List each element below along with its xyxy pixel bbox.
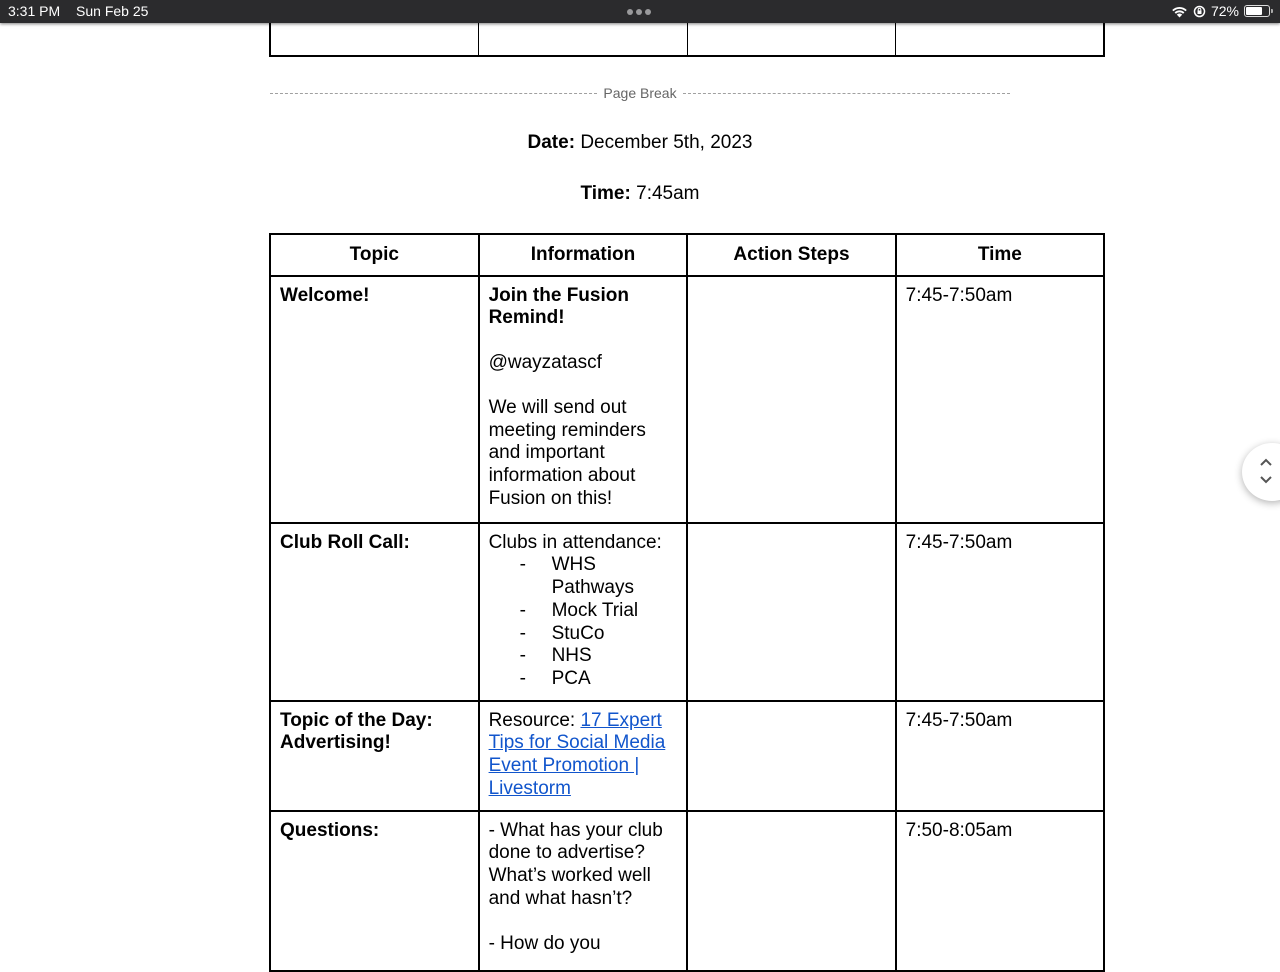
list-item: - StuCo [520,623,679,646]
remind-title: Join the Fusion Remind! [488,284,629,329]
header-action-steps: Action Steps [687,234,895,276]
information-cell[interactable] [479,701,688,811]
time-cell[interactable]: 7:45-7:50am [896,523,1104,701]
battery-percent: 72% [1210,3,1239,19]
meeting-time [270,183,1010,205]
information-cell[interactable] [479,811,688,971]
header-topic: Topic [270,234,479,276]
table-row [270,523,1104,701]
topic-cell[interactable]: Club Roll Call: [270,523,479,701]
topic-line: Advertising! [280,732,391,754]
date-value: December 5th, 2023 [580,132,753,153]
list-item: - PCA [520,668,679,691]
date-label: Date: [527,132,576,153]
page-scroll-button[interactable] [1242,443,1280,501]
table-row [270,276,1104,523]
question-text: - What has your club done to advertise? What’s worked well and what hasn’t? [488,819,663,909]
time-label: Time: [580,183,631,204]
action-steps-cell[interactable] [687,811,895,971]
meeting-date [270,132,1010,154]
remind-description: We will send out meeting reminders and important information about Fusion on this! [488,396,646,509]
action-steps-cell[interactable] [687,701,895,811]
topic-cell[interactable]: Questions: [270,811,479,971]
remind-handle: @wayzatascf [488,352,602,374]
status-date: Sun Feb 25 [76,3,149,19]
time-cell[interactable]: 7:50-8:05am [896,811,1104,971]
time-value: 7:45am [636,183,700,204]
information-cell[interactable] [479,523,688,701]
list-item: - Mock Trial [520,600,679,623]
resource-link[interactable]: 17 Expert Tips for Social Media Event Promotion | Livestorm [488,709,666,799]
time-cell[interactable]: 7:45-7:50am [896,276,1104,523]
topic-cell[interactable]: Welcome! [270,276,479,523]
table-row [270,701,1104,811]
wifi-icon [1171,5,1188,18]
page-break-label: Page Break [603,85,677,101]
time-cell[interactable]: 7:45-7:50am [896,701,1104,811]
clubs-list [489,554,679,690]
battery-icon [1244,5,1270,17]
action-steps-cell[interactable] [687,523,895,701]
orientation-lock-icon [1193,5,1206,18]
agenda-table [269,233,1105,972]
list-item: - WHS Pathways [520,554,679,599]
topic-cell[interactable] [270,701,479,811]
table-header-row [270,234,1104,276]
information-cell[interactable] [479,276,688,523]
list-item: - NHS [520,645,679,668]
multitasking-dots-icon[interactable] [627,9,651,15]
header-time: Time [896,234,1104,276]
status-bar [0,0,1280,23]
resource-label: Resource: [488,709,576,731]
chevron-down-icon [1259,475,1273,485]
question-text: - How do you [488,932,601,954]
page-break [270,84,1010,102]
clubs-intro: Clubs in attendance: [488,531,662,553]
chevron-up-icon [1259,457,1273,467]
table-row [270,811,1104,971]
header-information: Information [479,234,688,276]
topic-line: Topic of the Day: [280,709,433,731]
action-steps-cell[interactable] [687,276,895,523]
status-time: 3:31 PM [8,3,61,19]
